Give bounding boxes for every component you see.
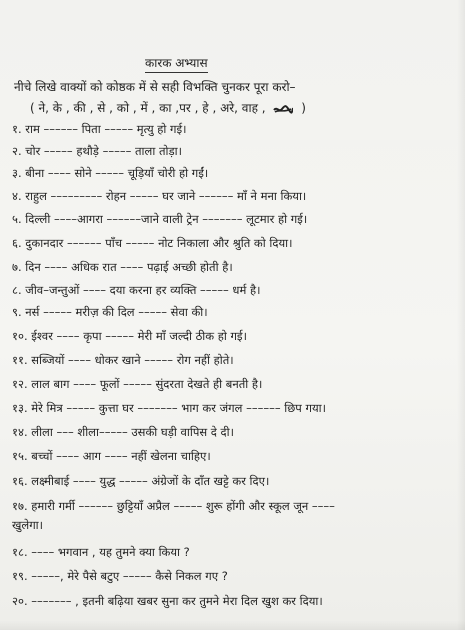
instruction-text: नीचे लिखे वाक्यों को कोष्ठक में से सही विभक्ति चुनकर पूरा करो–: [14, 80, 296, 94]
sentence-17: १७. हमारी गर्मी –––––– छुट्टियाँ अप्रैल ––––– शुरू होंगी और स्कूल जून ––––: [12, 499, 335, 513]
sentence-18: १८. –––– भगवान , यह तुमने क्या किया ?: [12, 545, 190, 559]
sentence-19: १९. –––––, मेरे पैसे बटुए ––––– कैसे निकल गए ?: [12, 569, 228, 583]
page-bottom-shadow: [0, 620, 465, 630]
sentence-1: १. राम –––––– पिता ––––– मृत्यु हो गई।: [12, 122, 187, 136]
sentence-14: १४. लीला ––– शीला––––– उसकी घड़ी वापिस दे दी।: [12, 425, 235, 439]
sentence-4: ४. राहुल ––––––––– रोहन ––––– घर जाने –––––– माँ ने मना किया।: [12, 189, 307, 203]
sentence-13: १३. मेरे मित्र ––––– कुत्ता घर ––––––– भाग कर जंगल –––––– छिप गया।: [12, 401, 326, 415]
sentence-7: ७. दिन –––– अधिक रात –––– पढ़ाई अच्छी होती है।: [12, 260, 233, 274]
options-close-paren: ): [301, 101, 306, 115]
scribble-mark: [273, 104, 293, 114]
sentence-15: १५. बच्चों –––– आग –––– नहीं खेलना चाहिए।: [12, 449, 211, 463]
page-edge-shadow: [457, 0, 465, 630]
worksheet-title: कारक अभ्यास: [145, 55, 208, 73]
sentence-16: १६. लक्ष्मीबाई –––– युद्ध ––––– अंग्रेजों के दाँत खट्टे कर दिए।: [12, 474, 270, 488]
sentence-3: ३. बीना –––– सोने ––––– चूड़ियाँ चोरी हो गईं।: [12, 166, 209, 180]
sentence-10: १०. ईश्वर –––– कृपा ––––– मेरी माँ जल्दी ठीक हो गई।: [12, 329, 247, 343]
sentence-20: २०. ––––––– , इतनी बढ़िया खबर सुना कर तुमने मेरा दिल खुश कर दिया।: [12, 594, 323, 608]
sentence-8: ८. जीव–जन्तुओं –––– दया करना हर व्यक्ति ––––– धर्म है।: [12, 283, 261, 297]
options-text: ( ने, के , की , से , को , में , का ,पर , हे , अरे, वाह ,: [30, 101, 266, 115]
options-line: [30, 100, 306, 116]
sentence-12: १२. लाल बाग –––– फूलों ––––– सुंदरता देखते ही बनती है।: [12, 377, 263, 391]
sentence-9: ९. नर्स ––––– मरीज़ की दिल ––––– सेवा की।: [12, 305, 208, 319]
sentence-17-continued: खुलेगा।: [12, 518, 44, 532]
sentence-2: २. चोर ––––– हथौड़े ––––– ताला तोड़ा।: [12, 144, 182, 158]
sentence-11: ११. सब्जियों –––– धोकर खाने ––––– रोग नहीं होते।: [12, 353, 234, 367]
sentence-6: ६. दुकानदार –––––– पाँच ––––– नोट निकाला और श्रुति को दिया।: [12, 236, 293, 250]
sentence-5: ५. दिल्ली ––––आगरा ––––––जाने वाली ट्रेन ––––––– लूटमार हो गई।: [12, 212, 308, 226]
